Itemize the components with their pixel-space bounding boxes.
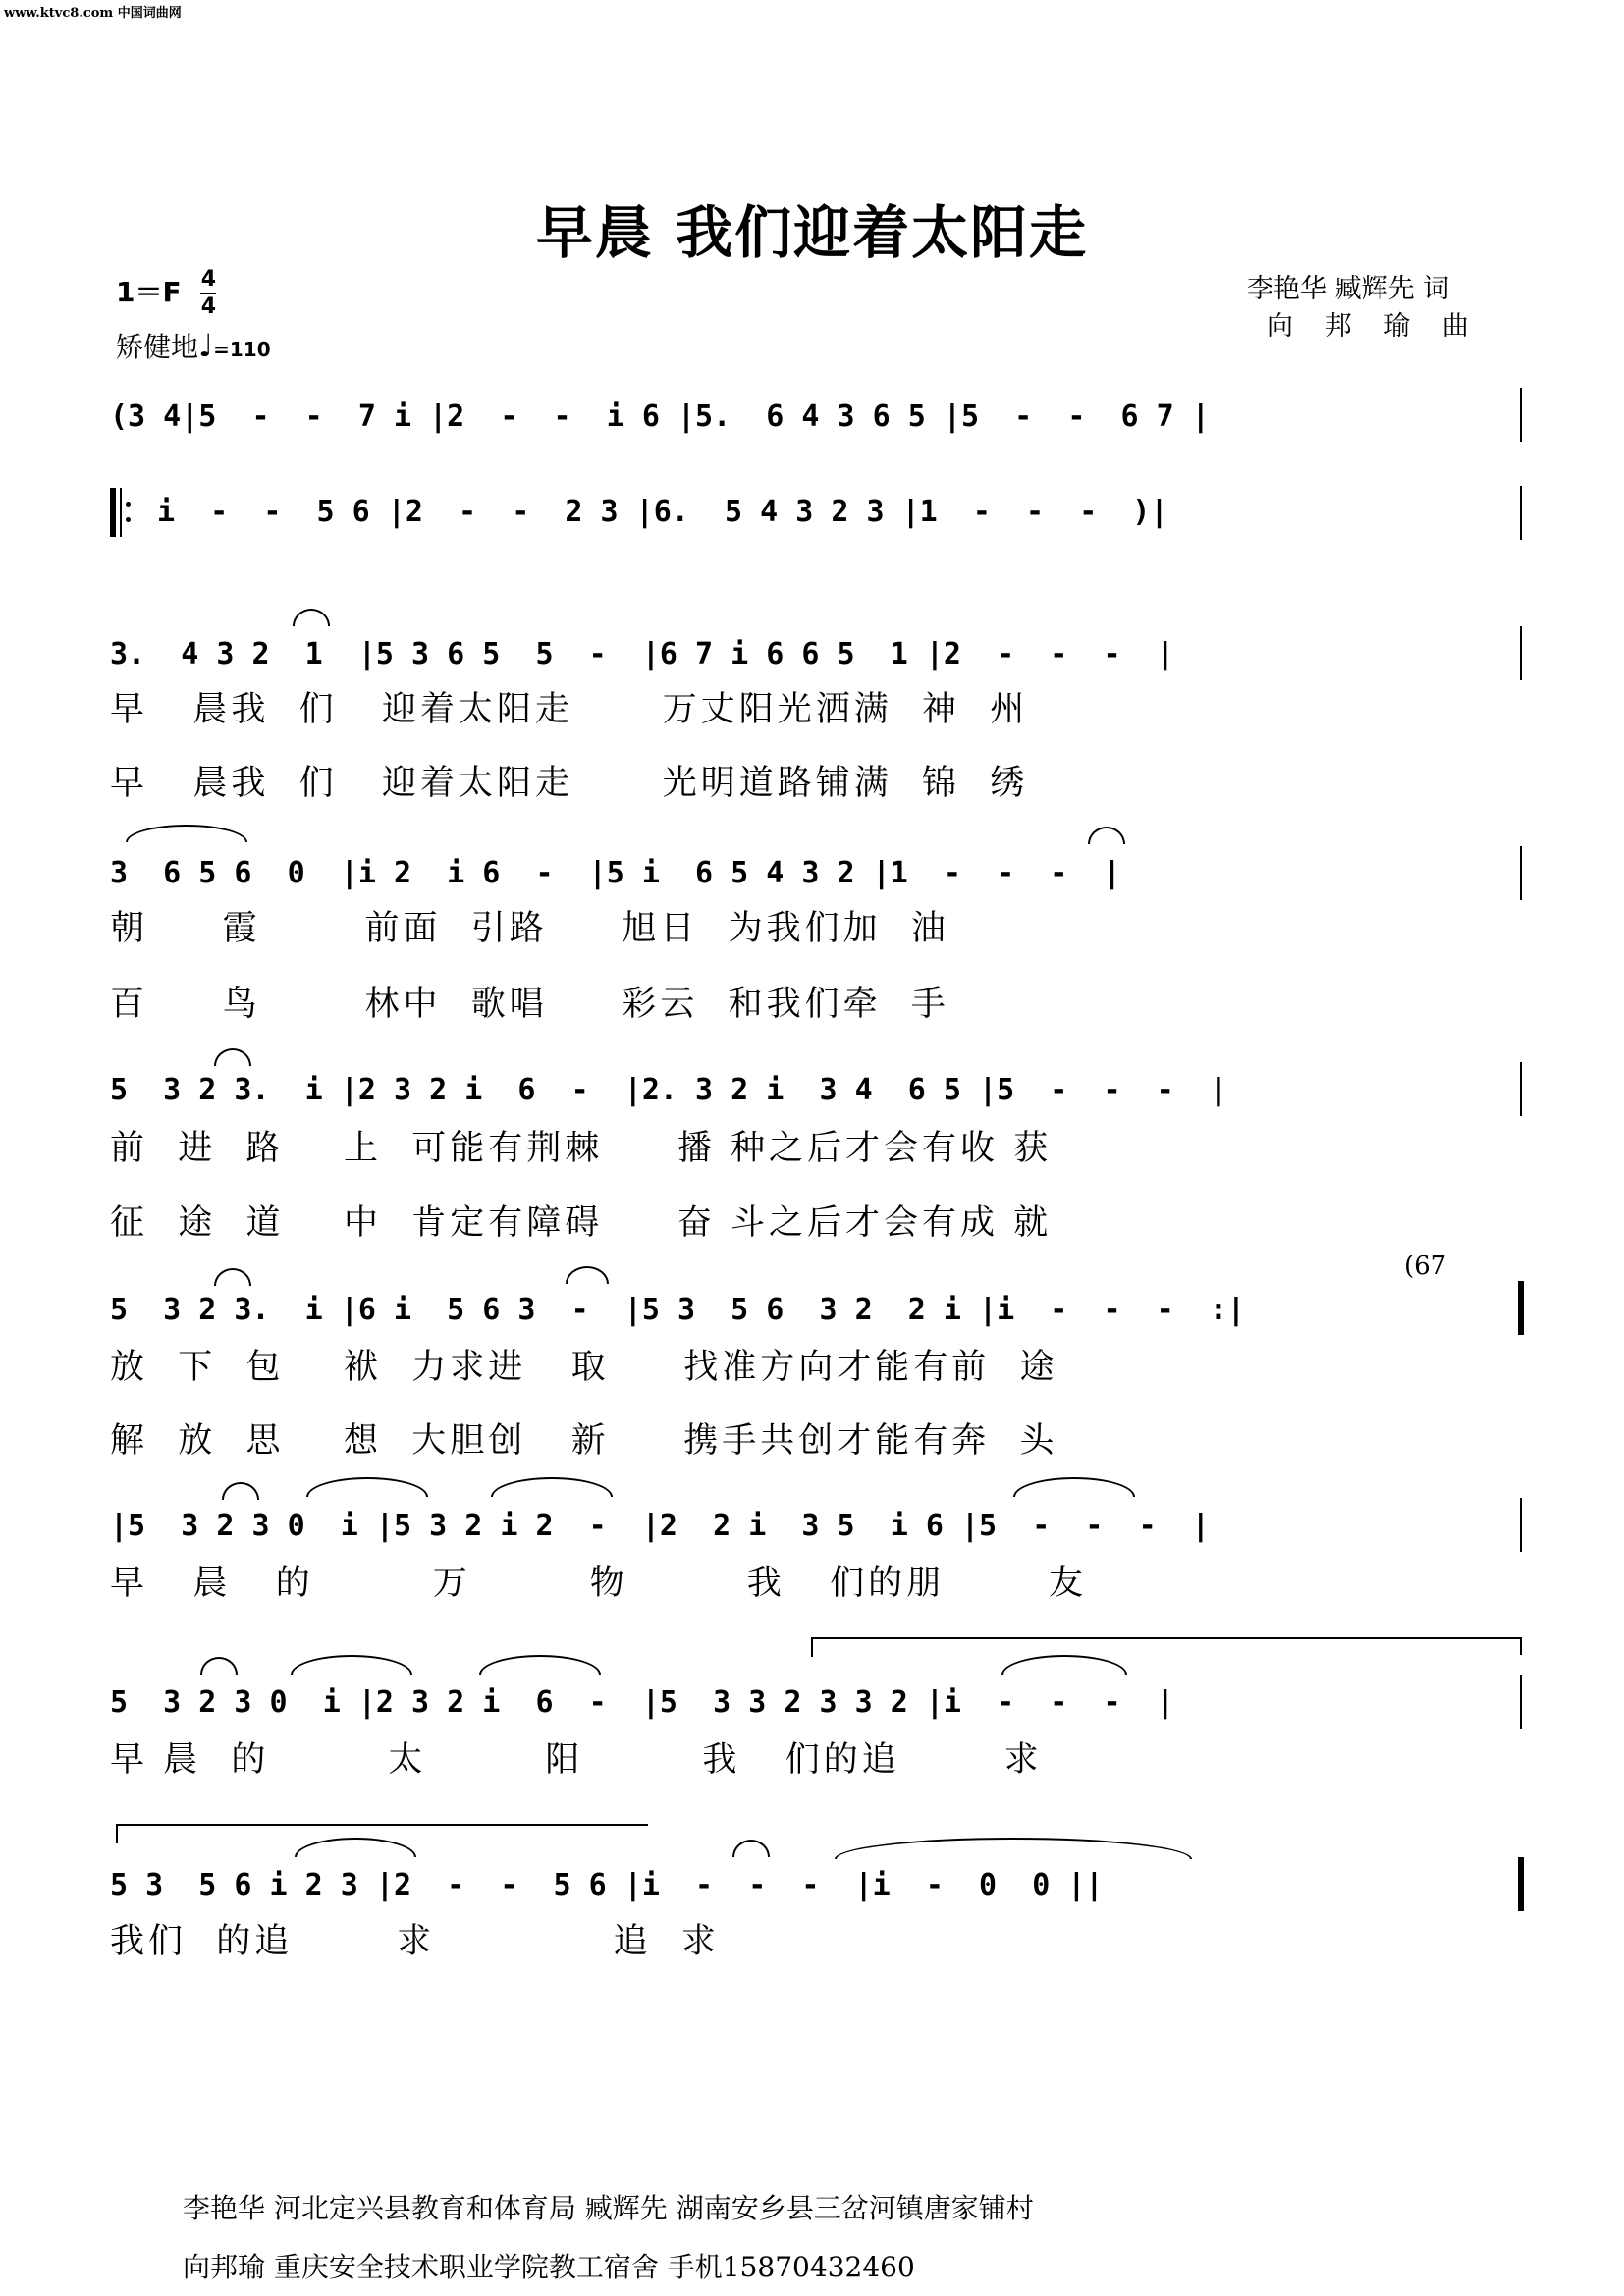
slur [491, 1477, 613, 1497]
slur [126, 825, 247, 842]
barline [1520, 486, 1522, 540]
notation-line: 5 3 2 3 0 i |2 3 2 i 6 - |5 3 3 2 3 3 2 |i - - - | [110, 1685, 1174, 1720]
slur [200, 1657, 238, 1675]
lyric-refrain: 早 晨 的 万 物 我 们的朋 友 [110, 1564, 1088, 1603]
tempo-bpm: =110 [213, 338, 271, 361]
barline [1520, 1498, 1522, 1552]
barline-thick [110, 488, 116, 537]
slur [293, 609, 330, 626]
system-3 [110, 630, 1524, 679]
system-7 [110, 1502, 1524, 1551]
notation-line: 5 3 2 3. i |6 i 5 6 3 - |5 3 5 6 3 2 2 i |i - - - :| [110, 1293, 1245, 1327]
volta-end [1520, 1637, 1522, 1655]
system-1 [110, 393, 1524, 442]
slur [1013, 1477, 1135, 1497]
lyric-refrain: 早 晨 的 太 阳 我 们的追 求 [110, 1740, 1043, 1780]
lyricist-credit: 李艳华 臧辉先 词 [1247, 274, 1450, 304]
barline [1520, 1062, 1522, 1116]
lyric-verse-2: 征 途 道 中 肯定有障碍 奋 斗之后才会有成 就 [110, 1203, 1053, 1243]
lyric-verse-1: 放 下 包 袱 力求进 取 找准方向才能有前 途 [110, 1348, 1058, 1387]
key-signature [116, 267, 216, 320]
system-6 [110, 1286, 1524, 1335]
notation-line: 3. 4 3 2 1 |5 3 6 5 5 - |6 7 i 6 6 5 1 |2 - - - | [110, 637, 1174, 671]
tempo-marking [116, 326, 271, 365]
lyric-verse-1: 前 进 路 上 可能有荆棘 播 种之后才会有收 获 [110, 1129, 1053, 1168]
notation-line: (3 4|5 - - 7 i |2 - - i 6 |5. 6 4 3 6 5 |5 - - 6 7 | [110, 400, 1210, 434]
lyric-refrain: 我们 的追 求 追 求 [110, 1922, 720, 1961]
page-title: 早晨 我们迎着太阳走 [535, 199, 1089, 266]
lyric-verse-2: 百 鸟 林中 歌唱 彩云 和我们牵 手 [110, 985, 949, 1024]
system-9 [110, 1861, 1524, 1910]
barline [1520, 388, 1522, 442]
system-5 [110, 1066, 1524, 1115]
notation-line: i - - 5 6 |2 - - 2 3 |6. 5 4 3 2 3 |1 - - - )| [157, 495, 1168, 529]
barline [120, 488, 122, 537]
system-4 [110, 849, 1524, 898]
key-label: 1＝F [116, 276, 182, 308]
repeat-dot [126, 502, 131, 507]
composer-credit: 向 邦 瑜 曲 [1267, 311, 1481, 342]
system-8 [110, 1679, 1524, 1728]
footer-line-1: 李艳华 河北定兴县教育和体育局 臧辉先 湖南安乡县三岔河镇唐家铺村 [183, 2192, 1034, 2224]
repeat-start [110, 488, 118, 537]
time-top: 4 [200, 267, 217, 292]
notation-line: |5 3 2 3 0 i |5 3 2 i 2 - |2 2 i 3 5 i 6 |5 - - - | [110, 1509, 1210, 1543]
barline [1520, 626, 1522, 680]
volta-1 [811, 1637, 1522, 1657]
notation-line: 5 3 5 6 i 2 3 |2 - - 5 6 |i - - - |i - 0 0 || [110, 1868, 1104, 1902]
time-signature [200, 267, 216, 320]
slur [835, 1838, 1192, 1859]
lyric-verse-1: 朝 霞 前面 引路 旭日 为我们加 油 [110, 909, 949, 948]
barline [1520, 846, 1522, 900]
lyric-verse-1: 早 晨我 们 迎着太阳走 万丈阳光洒满 神 州 [110, 690, 1029, 729]
slur [214, 1268, 251, 1286]
slur [306, 1477, 428, 1497]
footer-line-2: 向邦瑜 重庆安全技术职业学院教工宿舍 手机15870432460 [183, 2251, 915, 2283]
lyric-verse-2: 解 放 思 想 大胆创 新 携手共创才能有奔 头 [110, 1421, 1058, 1461]
slur [291, 1655, 412, 1675]
pickup-notes: (67 [1404, 1252, 1447, 1281]
slur [479, 1655, 601, 1675]
barline [1520, 1675, 1522, 1729]
time-bottom: 4 [200, 294, 217, 319]
slur [222, 1482, 259, 1500]
notation-line: 3 6 5 6 0 |i 2 i 6 - |5 i 6 5 4 3 2 |1 - - - | [110, 856, 1121, 890]
slur [566, 1266, 609, 1284]
lyric-verse-2: 早 晨我 们 迎着太阳走 光明道路铺满 锦 绣 [110, 764, 1029, 803]
tempo-text: 矫健地 [116, 331, 199, 363]
slur [732, 1840, 770, 1857]
site-header: www.ktvc8.com 中国词曲网 [4, 6, 182, 21]
slur [1001, 1655, 1127, 1675]
quarter-note-icon: ♩ [198, 327, 214, 364]
system-2 [157, 488, 1571, 537]
slur [214, 1048, 251, 1066]
repeat-end-barline [1518, 1281, 1524, 1335]
slur [1088, 827, 1125, 844]
repeat-dot [126, 517, 131, 522]
final-barline [1518, 1857, 1524, 1911]
notation-line: 5 3 2 3. i |2 3 2 i 6 - |2. 3 2 i 3 4 6 5 |5 - - - | [110, 1073, 1227, 1107]
